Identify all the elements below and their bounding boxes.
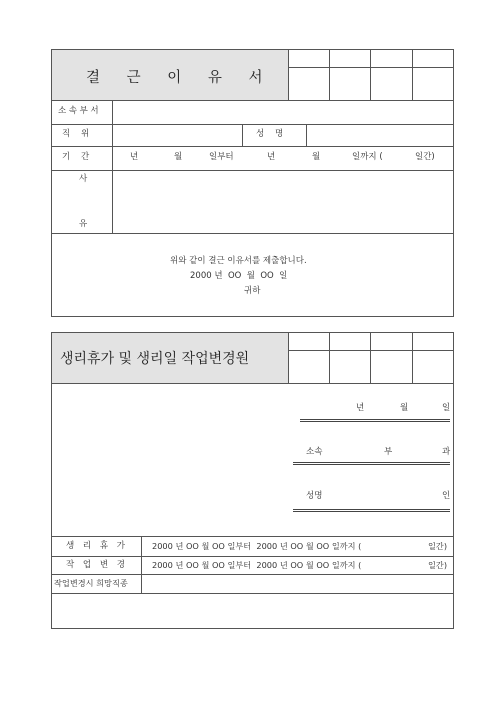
seal: 인 [442,491,451,501]
menstrual-leave-form [51,332,454,629]
reason-label-1: 사 [79,174,88,184]
leave-period-field[interactable] [142,537,454,556]
approval-grid-line [288,333,289,383]
approval-grid-line [412,333,413,383]
dept-label: 소속부서 [58,106,102,116]
row3-label: 작업변경시 희망직종 [54,578,128,588]
absence-reason-form [51,49,454,317]
date-day: 일 [442,403,451,413]
period-day-to: 일까지 ( [352,152,383,162]
row1-label: 생 리 휴 가 [66,541,128,551]
dept-underline [293,464,450,465]
date-year: 년 [356,403,365,413]
row2-days: 일간) [428,560,448,570]
date-month: 월 [400,403,409,413]
reason-label-2: 유 [79,219,88,229]
form2-title: 생리휴가 및 생리일 작업변경원 [60,351,250,367]
period-month: 월 [174,152,183,162]
period-year: 년 [130,152,139,162]
name-field[interactable] [307,125,454,146]
row-line [52,233,454,234]
name-underline [293,509,450,510]
date-underline [300,421,450,422]
period-month2: 월 [312,152,321,162]
row1-days: 일간) [428,541,448,551]
approval-grid-line [329,50,330,100]
row-line [52,593,454,594]
dept-gwa: 과 [442,447,451,457]
period-days: 일간) [415,152,435,162]
position-field[interactable] [113,125,242,146]
period-label: 기 간 [62,152,90,162]
name-column-line [242,124,243,146]
dept-label: 소속 [306,447,323,457]
period-day-from: 일부터 [209,152,234,162]
approval-grid-line [370,333,371,383]
position-label: 직 위 [62,129,90,139]
row2-value: 2000 년 OO 월 OO 일부터 2000 년 OO 월 OO 일까지 ( [152,560,362,570]
row1-value: 2000 년 OO 월 OO 일부터 2000 년 OO 월 OO 일까지 ( [152,541,362,551]
row2-label: 작 업 변 경 [66,560,128,570]
name-label: 성 명 [256,129,284,139]
approval-grid-line [370,50,371,100]
dept-bu: 부 [384,447,393,457]
approval-grid-line [412,50,413,100]
reason-field[interactable] [113,171,454,233]
period-year2: 년 [267,152,276,162]
work-change-period-field[interactable] [142,557,454,574]
date-underline [300,419,450,420]
form2-title-box [52,333,288,383]
name-underline [293,511,450,512]
dept-field[interactable] [113,101,454,124]
form1-title: 결 근 이 유 서 [86,70,274,86]
row-line [52,383,454,384]
submit-date: 2000 년 OO 월 OO 일 [190,271,288,281]
name-label: 성명 [306,491,323,501]
recipient: 귀하 [244,286,261,296]
approval-grid-line [288,67,454,68]
approval-grid-line [288,50,289,100]
approval-grid-line [329,333,330,383]
form1-title-box [52,50,288,100]
approval-grid-line [288,350,454,351]
submit-statement: 위와 같이 결근 이유서를 제출합니다. [170,256,307,266]
dept-underline [293,462,450,463]
desired-job-field[interactable] [142,575,454,593]
